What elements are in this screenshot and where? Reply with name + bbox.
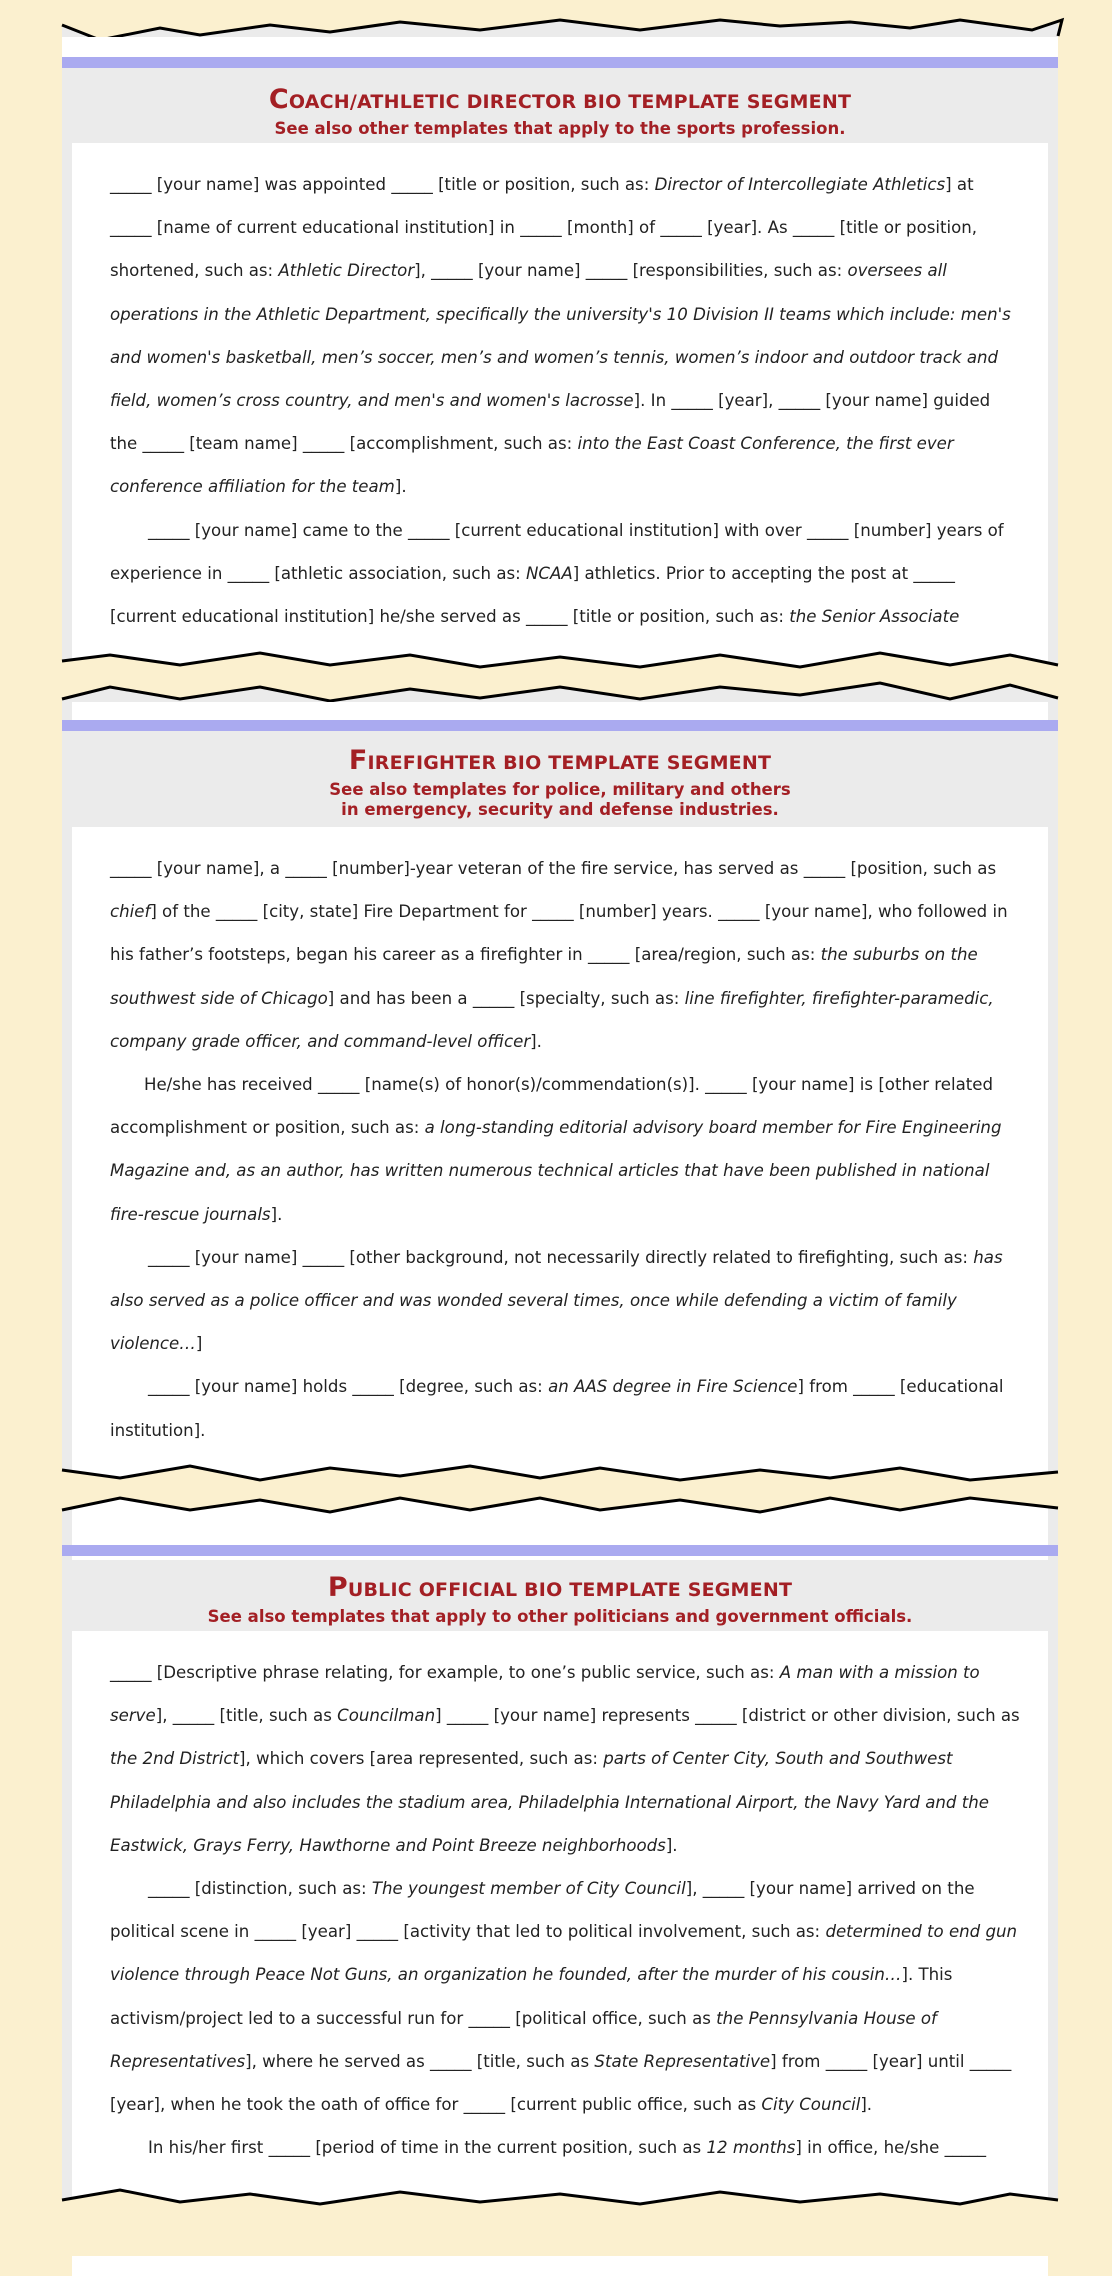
title-initial: F [348,745,368,776]
example-text: A man with a mission to serve [110,1663,980,1726]
torn-edge-2 [0,1458,1112,1548]
title-rest: OACH/ATHLETIC DIRECTOR BIO TEMPLATE SEGMENT [288,91,852,113]
segment-header [62,731,1058,820]
template-text: ], _____ [your name] arrived on the political scene in _____ [year] _____ [activity that led to political involvement, such as: [110,1879,975,1942]
template-text: _____ [your name] came to the _____ [current educational institution] with over _____ [number] years of experience in _____ [athletic association, such as: [110,520,1004,583]
example-text: State Representative [594,2051,771,2071]
segment-title [62,1571,1058,1607]
coach-segment [62,57,1058,657]
template-text: ]. In _____ [year], _____ [your name] guided the _____ [team name] _____ [accomplishment, such as: [110,391,991,454]
template-text: ], where he served as _____ [title, such as [245,2051,595,2071]
example-text: the suburbs on the southwest side of Chicago [110,945,978,1008]
example-text: a long-standing editorial advisory board member for Fire Engineering Magazine and, as an author, has written numerous technical articles that have been published in national fire-rescue journals [110,1118,1002,1224]
template-text: ]. [394,477,407,497]
segment-body [72,143,1048,678]
bio-paragraph [72,1651,1048,1867]
segment-header [62,1556,1058,1627]
title-rest: UBLIC OFFICIAL BIO TEMPLATE SEGMENT [347,1579,793,1601]
example-text: Councilman [337,1706,436,1726]
example-text: chief [110,902,151,922]
segment-title [62,83,1058,119]
top-torn-edge [0,0,1112,60]
template-text: ] in office, he/she _____ [795,2138,987,2158]
example-text: NCAA [526,563,573,583]
bio-paragraph [72,847,1048,1063]
bio-paragraph [72,1236,1048,1366]
example-text: determined to end gun violence through Peace Not Guns, an organization he founded, after the murder of his cousin… [110,1922,1018,1985]
bio-paragraph [72,509,1048,639]
example-text: Director of Intercollegiate Athletics [654,175,946,194]
template-text: ] athletics. Prior to accepting the post at _____ [current educational institution] he/she served as _____ [title or position, such as: [110,563,955,627]
template-text: ], _____ [title, such as [155,1706,338,1726]
example-text: the 2nd District [110,1749,239,1769]
template-text: _____ [your name], a _____ [number]-year veteran of the fire service, has served as _____ [position, such as [110,859,997,878]
segment-body [72,827,1048,1560]
page-column [62,0,1058,2256]
example-text: The youngest member of City Council [371,1879,686,1899]
template-text: In his/her first _____ [period of time in the current position, such as [148,2138,707,2158]
segment-subtitle: See also other templates that apply to the sports profession. [274,119,846,138]
example-text: parts of Center City, South and Southwest Philadelphia and also includes the stadium area, Philadelphia International Airport, the Navy Yard and the Eastwick, Grays Ferry, Hawthorne and Point Breeze neighborhoods [110,1749,989,1855]
example-text: Athletic Director [278,261,415,281]
public-official-segment [62,1545,1058,2256]
bio-paragraph [72,2126,1048,2169]
template-text: ] and has been a _____ [specialty, such as: [327,988,685,1008]
segment-title [62,744,1058,780]
example-text: an AAS degree in Fire Science [548,1377,798,1397]
title-initial: C [268,84,289,115]
bio-paragraph [72,163,1048,509]
torn-edge-1 [0,643,1112,723]
template-text: ] at _____ [name of current educational institution] in _____ [month] of _____ [year]. As _____ [title or position, shortened, such as: [110,175,978,281]
example-text: the Senior Associate [789,607,960,627]
title-rest: IREFIGHTER BIO TEMPLATE SEGMENT [367,752,772,774]
segment-subtitle-line-2: in emergency, security and defense industries. [341,800,779,819]
template-text: ] from _____ [year] until _____ [year], when he took the oath of office for _____ [current public office, such as [110,2051,1012,2115]
template-text: ]. [860,2095,873,2115]
firefighter-segment [62,720,1058,1540]
template-text: ] from _____ [educational institution]. [110,1377,1004,1440]
template-text: ]. [530,1031,542,1051]
bio-paragraph [72,1063,1048,1236]
template-text: ]. [270,1204,283,1224]
template-text: _____ [your name] was appointed _____ [title or position, such as: [110,175,655,194]
template-text: ], which covers [area represented, such as: [239,1749,604,1769]
segment-subtitle-line-1: See also templates for police, military and others [329,780,791,799]
template-text: _____ [your name] _____ [other background, not necessarily directly related to firefighting, such as: [148,1247,974,1267]
template-text: ], _____ [your name] _____ [responsibilities, such as: [414,261,848,281]
bio-paragraph [72,1365,1048,1451]
template-text: ]. [665,1835,678,1855]
bio-paragraph [72,1867,1048,2126]
example-text: oversees all operations in the Athletic Department, specifically the university's 10 Division II teams which include: men's and women's basketball, men’s soccer, men’s and women’s tennis, women’s indoor and outdoor track and field, women’s cross country, and men's and women's lacrosse [110,261,1011,411]
example-text: line firefighter, firefighter-paramedic, company grade officer, and command-level officer [110,988,994,1051]
template-text: _____ [your name] holds _____ [degree, such as: [148,1377,549,1397]
example-text: the Pennsylvania House of Representatives [110,2008,937,2071]
example-text: into the East Coast Conference, the first ever conference affiliation for the team [110,434,954,497]
segment-header [62,68,1058,139]
example-text: City Council [761,2095,861,2115]
segment-subtitle: See also templates that apply to other politicians and government officials. [207,1607,913,1626]
example-text: has also served as a police officer and was wonded several times, once while defending a victim of family violence… [110,1247,1003,1354]
template-text: ]. This activism/project led to a successful run for _____ [political office, such as [110,1965,953,2028]
bottom-torn-edge [0,2180,1112,2256]
template-text: He/she has received _____ [name(s) of honor(s)/commendation(s)]. _____ [your name] is [other related accomplishment or position, such as: [110,1075,993,1138]
template-text: _____ [distinction, such as: [148,1879,372,1899]
template-text: ] _____ [your name] represents _____ [district or other division, such as [435,1706,1020,1726]
template-text: ] of the _____ [city, state] Fire Department for _____ [number] years. _____ [your name], who followed in his father’s footsteps, began his career as a firefighter in _____ [area/region, such as: [110,902,1008,965]
template-text: _____ [Descriptive phrase relating, for example, to one’s public service, such as: [110,1663,780,1682]
title-initial: P [327,1572,348,1603]
template-text: ] [195,1334,203,1354]
example-text: 12 months [706,2138,796,2158]
